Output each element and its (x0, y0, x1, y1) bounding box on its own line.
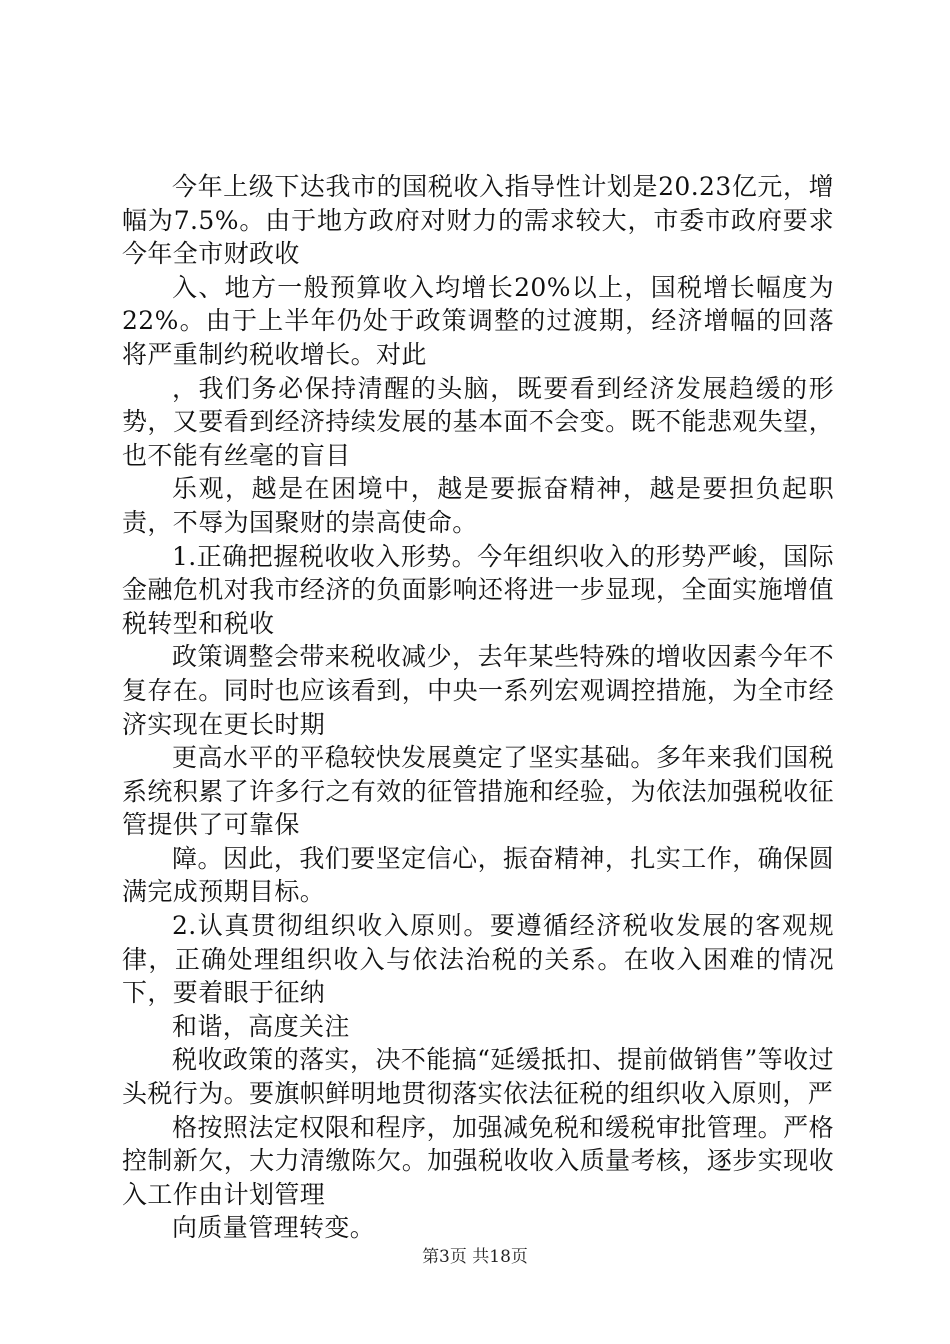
paragraph: 税收政策的落实，决不能搞“延缓抵扣、提前做销售”等收过头税行为。要旗帜鲜明地贯彻落实依法征税的组织收入原则，严 (122, 1045, 834, 1109)
paragraph: 更高水平的平稳较快发展奠定了坚实基础。多年来我们国税系统积累了许多行之有效的征管措施和经验，为依法加强税收征管提供了可靠保 (122, 743, 834, 840)
paragraph: 格按照法定权限和程序，加强减免税和缓税审批管理。严格控制新欠，大力清缴陈欠。加强税收收入质量考核，逐步实现收入工作由计划管理 (122, 1112, 834, 1209)
paragraph: 今年上级下达我市的国税收入指导性计划是20.23亿元，增幅为7.5%。由于地方政府对财力的需求较大，市委市政府要求今年全市财政收 (122, 172, 834, 269)
paragraph: 和谐，高度关注 (172, 1011, 350, 1041)
paragraph: ，我们务必保持清醒的头脑，既要看到经济发展趋缓的形势，又要看到经济持续发展的基本面不会变。既不能悲观失望，也不能有丝毫的盲目 (122, 373, 834, 470)
paragraph: 入、地方一般预算收入均增长20%以上，国税增长幅度为22%。由于上半年仍处于政策调整的过渡期，经济增幅的回落将严重制约税收增长。对此 (122, 272, 834, 369)
paragraph: 乐观，越是在困境中，越是要振奋精神，越是要担负起职责，不辱为国聚财的崇高使命。 (122, 474, 834, 537)
document-body (122, 170, 834, 1245)
paragraph: 政策调整会带来税收减少，去年某些特殊的增收因素今年不复存在。同时也应该看到，中央一系列宏观调控措施，为全市经济实现在更长时期 (122, 642, 834, 739)
paragraph: 向质量管理转变。 (172, 1213, 376, 1243)
paragraph: 障。因此，我们要坚定信心，振奋精神，扎实工作，确保圆满完成预期目标。 (122, 843, 834, 907)
paragraph: 1.正确把握税收收入形势。今年组织收入的形势严峻，国际金融危机对我市经济的负面影响还将进一步显现，全面实施增值税转型和税收 (122, 541, 834, 638)
paragraph: 2.认真贯彻组织收入原则。要遵循经济税收发展的客观规律，正确处理组织收入与依法治税的关系。在收入困难的情况下，要着眼于征纳 (122, 911, 834, 1008)
page-number: 第3页 共18页 (422, 1247, 528, 1267)
